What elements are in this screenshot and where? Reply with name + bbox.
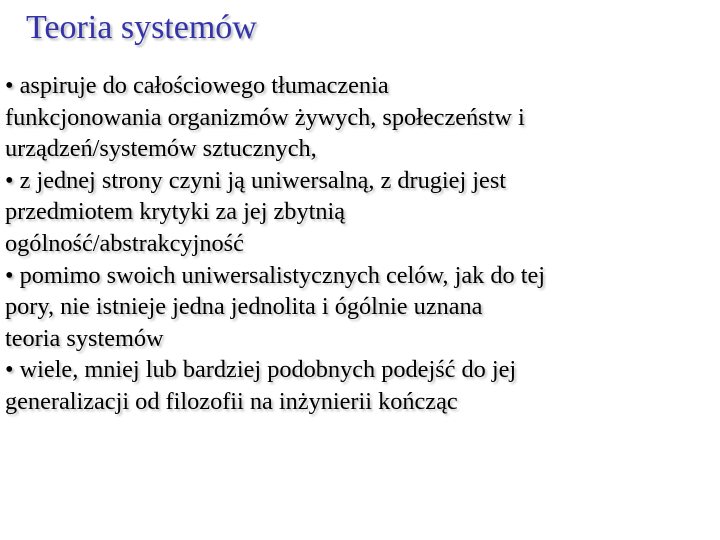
slide-title: Teoria systemów: [26, 9, 257, 46]
bullet-item: • wiele, mniej lub bardziej podobnych podejść do jej generalizacji od filozofii na inżynierii kończąc: [5, 356, 517, 415]
bullet-list: [5, 70, 717, 418]
bullet-item: • pomimo swoich uniwersalistycznych celów, jak do tej pory, nie istnieje jedna jednolita i ógólnie uznana teoria systemów: [5, 261, 545, 352]
bullet-item: • aspiruje do całościowego tłumaczenia funkcjonowania organizmów żywych, społeczeństw i urządzeń/systemów sztucznych,: [5, 72, 525, 163]
bullet-item: • z jednej strony czyni ją uniwersalną, z drugiej jest przedmiotem krytyki za jej zbytnią ogólność/abstrakcyjność: [5, 166, 507, 257]
